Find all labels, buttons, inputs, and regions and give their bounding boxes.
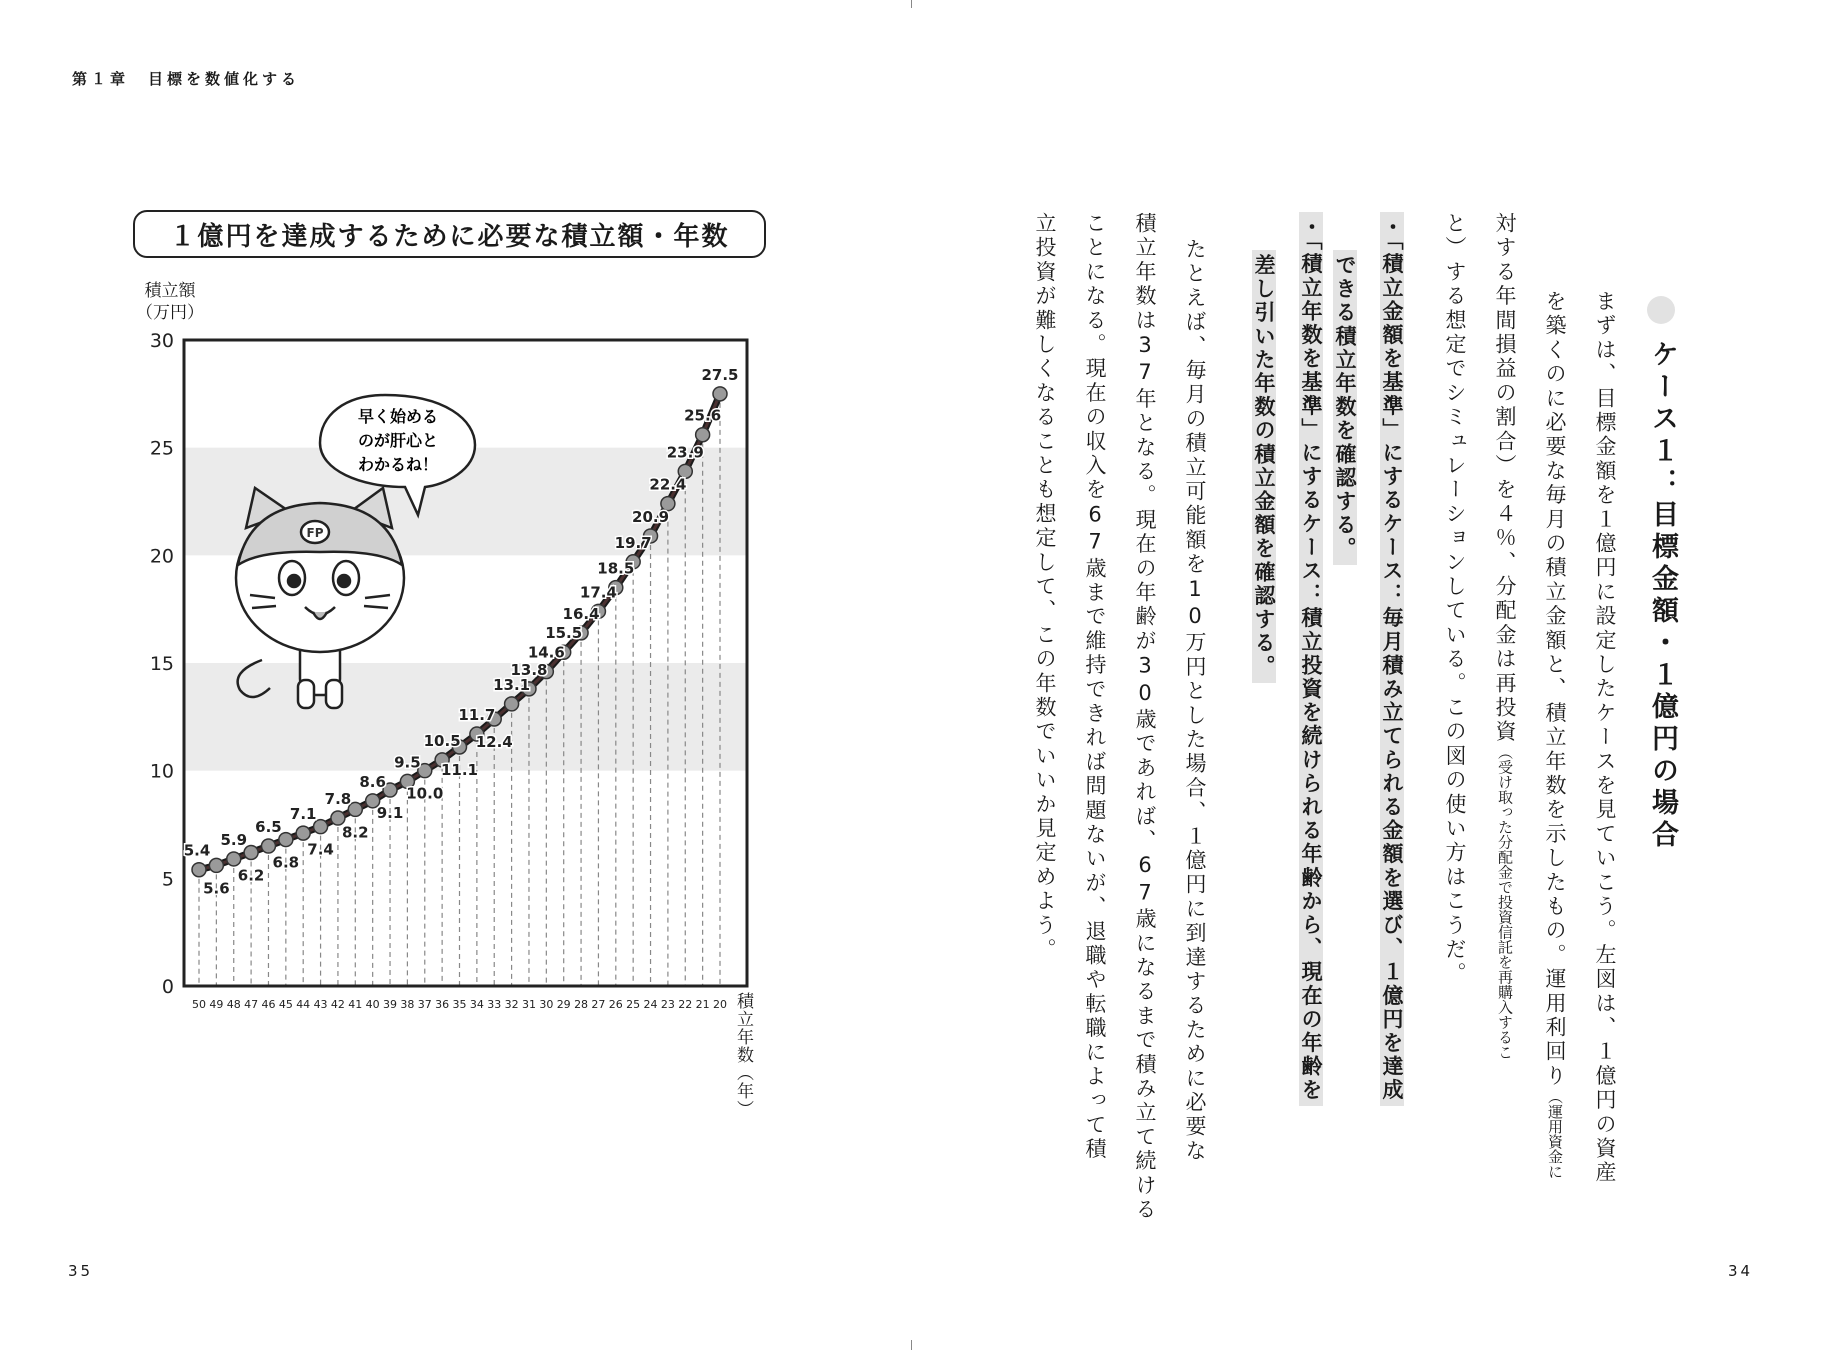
x-tick-label: 39 bbox=[383, 998, 398, 1011]
inline-note: （運用資金に bbox=[1546, 1088, 1564, 1179]
page-number-left: 35 bbox=[68, 1262, 94, 1280]
data-label: 25.6 bbox=[684, 406, 722, 425]
x-tick-label: 22 bbox=[678, 998, 693, 1011]
data-label: 18.5 bbox=[597, 559, 635, 578]
data-label: 8.2 bbox=[342, 823, 369, 842]
body-column: と）する想定でシミュレーションしている。この図の使い方はこうだ。 bbox=[1443, 212, 1467, 987]
data-label: 5.6 bbox=[203, 879, 230, 898]
x-tick-label: 26 bbox=[608, 998, 623, 1011]
speech-line-1: 早く始める bbox=[357, 407, 439, 426]
data-point bbox=[261, 839, 275, 853]
y-tick-label: 5 bbox=[161, 868, 174, 891]
data-label: 9.5 bbox=[394, 753, 421, 772]
data-label: 10.0 bbox=[406, 784, 444, 803]
data-label: 6.5 bbox=[255, 818, 282, 837]
data-label: 17.4 bbox=[579, 583, 617, 602]
data-label: 22.4 bbox=[649, 475, 687, 494]
x-tick-label: 23 bbox=[660, 998, 675, 1011]
x-tick-label: 43 bbox=[313, 998, 328, 1011]
bullet-text: ・「積立年数を基準」にするケース：積立投資を続けられる年齢から、現在の年齢を bbox=[1299, 212, 1323, 1106]
x-tick-label: 30 bbox=[539, 998, 554, 1011]
body-column: 積立年数は37年となる。現在の年齢が30歳であれば、67歳になるまで積み立て続ける bbox=[1133, 212, 1157, 1223]
page-number-right: 34 bbox=[1728, 1262, 1754, 1280]
data-label: 6.2 bbox=[237, 866, 265, 885]
bullet-item-2-cont bbox=[1249, 250, 1279, 683]
data-label: 7.8 bbox=[324, 790, 352, 809]
data-label: 15.5 bbox=[545, 624, 583, 643]
data-label: 19.7 bbox=[614, 533, 652, 552]
x-tick-label: 33 bbox=[487, 998, 502, 1011]
data-label: 11.1 bbox=[440, 760, 479, 779]
body-column: たとえば、毎月の積立可能額を10万円とした場合、１億円に到達するために必要な bbox=[1183, 238, 1207, 1164]
bullet-item-2 bbox=[1296, 212, 1326, 1106]
bullet-text: 差し引いた年数の積立金額を確認する。 bbox=[1252, 250, 1276, 683]
data-label: 7.4 bbox=[307, 840, 334, 859]
data-label: 5.9 bbox=[220, 830, 248, 849]
y-tick-label: 15 bbox=[149, 653, 174, 675]
data-label: 12.4 bbox=[475, 732, 513, 751]
x-tick-label: 27 bbox=[591, 998, 606, 1011]
data-label: 5.4 bbox=[183, 841, 211, 860]
body-text: を築くのに必要な毎月の積立金額と、積立年数を示したもの。運用利回り bbox=[1543, 290, 1567, 1089]
x-tick-label: 36 bbox=[435, 998, 450, 1011]
x-tick-label: 48 bbox=[226, 998, 241, 1011]
body-column: 立投資が難しくなることも想定して、この年数でいいか見定めよう。 bbox=[1033, 212, 1057, 963]
x-tick-label: 35 bbox=[452, 998, 467, 1011]
data-label: 27.5 bbox=[701, 365, 739, 384]
x-tick-label: 49 bbox=[209, 998, 224, 1011]
data-point bbox=[192, 863, 206, 877]
bullet-item-1 bbox=[1377, 212, 1407, 1106]
y-tick-label: 20 bbox=[149, 545, 174, 568]
x-tick-label: 44 bbox=[296, 998, 311, 1011]
heading-bullet bbox=[1647, 296, 1675, 324]
y-tick-label: 10 bbox=[149, 760, 174, 783]
data-point bbox=[696, 428, 710, 442]
chart-title: １億円を達成するために必要な積立額・年数 bbox=[133, 210, 766, 258]
data-label: 11.7 bbox=[458, 706, 496, 725]
section-heading: ケース１：目標金額・１億円の場合 bbox=[1647, 340, 1678, 852]
body-column bbox=[1540, 290, 1570, 1179]
data-label: 14.6 bbox=[527, 643, 565, 662]
x-axis-label: 積立年数（年） bbox=[733, 992, 753, 1118]
x-tick-label: 21 bbox=[695, 998, 710, 1011]
speech-line-3: わかるね！ bbox=[357, 455, 439, 474]
bullet-text: できる積立年数を確認する。 bbox=[1333, 250, 1357, 565]
body-text: 対する年間損益の割合）を４％、分配金は再投資 bbox=[1493, 212, 1517, 745]
data-label: 8.6 bbox=[359, 772, 386, 791]
x-tick-label: 31 bbox=[521, 998, 536, 1011]
data-label: 13.8 bbox=[510, 660, 548, 679]
y-axis-unit-label: （万円） bbox=[136, 303, 204, 323]
data-label: 7.1 bbox=[289, 805, 317, 824]
data-point bbox=[227, 852, 241, 866]
y-axis-label: 積立額 bbox=[144, 281, 196, 301]
x-tick-label: 29 bbox=[556, 998, 571, 1011]
data-label: 9.1 bbox=[376, 804, 404, 823]
data-point bbox=[209, 858, 223, 872]
y-tick-label: 0 bbox=[161, 976, 174, 998]
data-label: 16.4 bbox=[562, 604, 600, 623]
body-column bbox=[1490, 212, 1520, 1059]
inline-note: （受け取った分配金で投資信託を再購入するこ bbox=[1496, 744, 1514, 1060]
x-tick-label: 41 bbox=[348, 998, 363, 1011]
speech-line-2: のが肝心と bbox=[357, 431, 439, 450]
x-tick-label: 42 bbox=[330, 998, 345, 1011]
data-point bbox=[505, 697, 519, 711]
cat-badge: FP bbox=[306, 526, 324, 540]
x-tick-label: 28 bbox=[574, 998, 589, 1011]
x-tick-label: 50 bbox=[192, 998, 206, 1011]
x-tick-label: 25 bbox=[626, 998, 641, 1011]
data-label: 23.9 bbox=[666, 443, 704, 462]
x-tick-label: 34 bbox=[469, 998, 484, 1011]
x-tick-label: 24 bbox=[643, 998, 658, 1011]
x-tick-label: 46 bbox=[261, 998, 276, 1011]
data-label: 10.5 bbox=[423, 731, 461, 750]
y-tick-label: 25 bbox=[149, 437, 174, 460]
data-point bbox=[713, 387, 727, 401]
bullet-text: ・「積立金額を基準」にするケース：毎月積み立てられる金額を選び、１億円を達成 bbox=[1380, 212, 1404, 1106]
x-tick-label: 20 bbox=[713, 998, 727, 1011]
x-tick-label: 47 bbox=[244, 998, 259, 1011]
x-tick-label: 45 bbox=[278, 998, 293, 1011]
bullet-item-1-cont bbox=[1330, 250, 1360, 565]
y-tick-label: 30 bbox=[149, 330, 174, 352]
data-label: 20.9 bbox=[632, 507, 670, 526]
x-tick-label: 32 bbox=[504, 998, 519, 1011]
running-head: 第１章 目標を数値化する bbox=[72, 70, 301, 88]
data-label: 6.8 bbox=[272, 853, 300, 872]
x-tick-label: 38 bbox=[400, 998, 415, 1011]
data-point bbox=[296, 826, 310, 840]
x-tick-label: 37 bbox=[417, 998, 432, 1011]
data-label: 13.1 bbox=[493, 675, 531, 694]
body-column: まずは、目標金額を１億円に設定したケースを見ていこう。左図は、１億円の資産 bbox=[1593, 290, 1617, 1186]
x-tick-label: 40 bbox=[365, 998, 380, 1011]
body-column: ことになる。現在の収入を67歳まで維持できれば問題ないが、退職や転職によって積 bbox=[1083, 212, 1107, 1162]
